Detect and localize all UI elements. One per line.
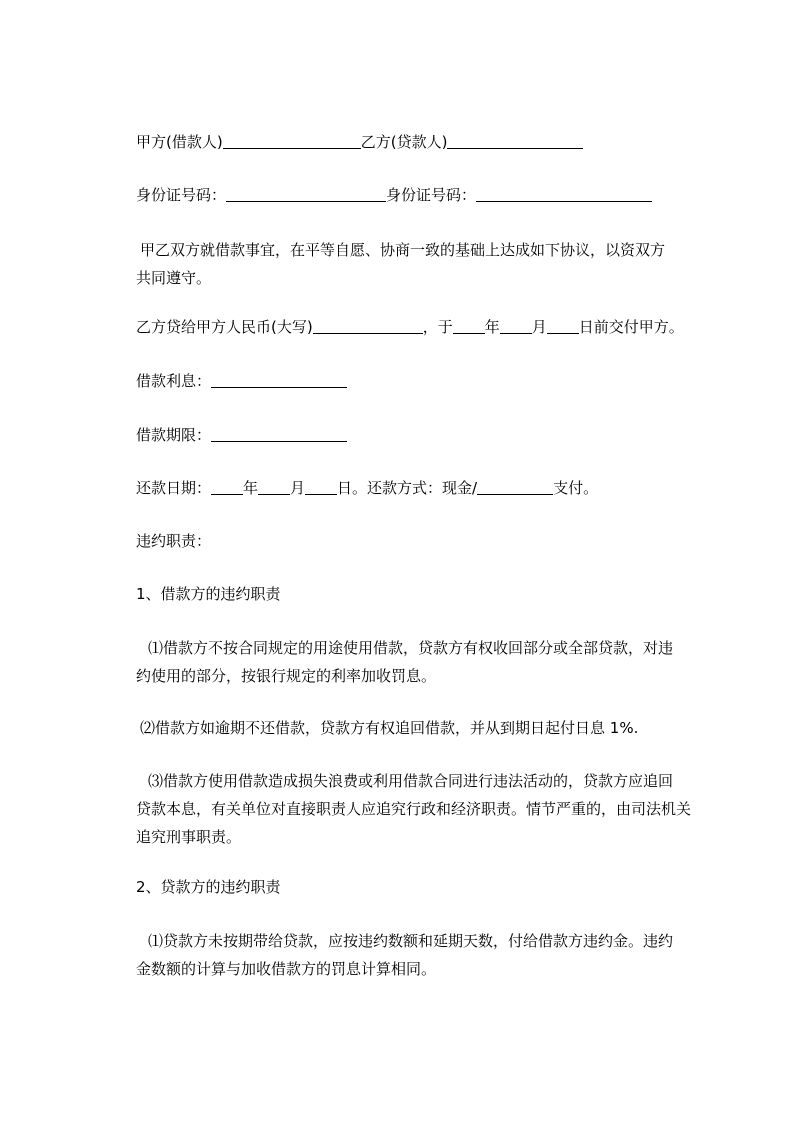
term-label: 借款期限： <box>136 426 212 444</box>
section-1-item-3-line-2: 贷款本息，有关单位对直接职责人应追究行政和经济职责。情节严重的，由司法机关 <box>136 800 692 818</box>
loan-amount-line <box>136 317 684 337</box>
loan-comma-yu: ，于 <box>422 318 453 336</box>
section-2-title-text: 2、贷款方的违约职责 <box>136 878 281 896</box>
section-1-item-1-line-1: ⑴借款方不按合同规定的用途使用借款，贷款方有权收回部分或全部贷款，对违 <box>148 639 674 657</box>
term-blank[interactable] <box>211 426 347 442</box>
party-b-blank[interactable] <box>447 133 583 149</box>
section-1-item-3-line-1: ⑶借款方使用借款造成损失浪费或利用借款合同进行违法活动的，贷款方应追回 <box>148 772 674 790</box>
loan-amount-blank[interactable] <box>313 318 423 334</box>
section-1-item-1-line-2: 约使用的部分，按银行规定的利率加收罚息。 <box>136 667 437 685</box>
section-1-item-3 <box>136 767 728 851</box>
loan-prefix: 乙方贷给甲方人民币(大写) <box>136 318 313 336</box>
interest-blank[interactable] <box>211 372 347 388</box>
party-a-blank[interactable] <box>223 133 361 149</box>
intro-line-2: 共同遵守。 <box>136 269 212 287</box>
intro-line-1: 甲乙双方就借款事宜，在平等自愿、协商一致的基础上达成如下协议，以资双方 <box>140 241 666 259</box>
intro-paragraph <box>136 236 720 292</box>
repayment-method-text: 日。还款方式：现金/ <box>337 479 478 497</box>
section-1-item-1 <box>136 634 728 690</box>
loan-suffix: 日前交付甲方。 <box>578 318 684 336</box>
party-a-label: 甲方(借款人) <box>136 133 223 151</box>
interest-line <box>136 371 347 391</box>
section-1-item-2 <box>140 714 720 742</box>
default-title-text: 违约职责： <box>136 532 212 550</box>
payment-method-blank[interactable] <box>477 479 553 495</box>
repayment-year-blank[interactable] <box>211 479 243 495</box>
default-title <box>136 531 211 551</box>
section-1-item-2-line-1: ⑵借款方如逾期不还借款，贷款方有权追回借款，并从到期日起付日息 1%. <box>140 719 639 737</box>
section-2-item-1-line-1: ⑴贷款方未按期带给贷款，应按违约数额和延期天数，付给借款方违约金。违约 <box>148 932 674 950</box>
loan-year-label: 年 <box>484 318 500 336</box>
repayment-pay-text: 支付。 <box>553 479 599 497</box>
id-number-label-a: 身份证号码： <box>136 186 227 204</box>
loan-month-blank[interactable] <box>500 318 532 334</box>
section-2-title <box>136 877 281 897</box>
section-1-title-text: 1、借款方的违约职责 <box>136 585 281 603</box>
id-number-b-blank[interactable] <box>476 186 652 202</box>
party-b-label: 乙方(贷款人) <box>360 133 448 151</box>
parties-line <box>136 132 583 152</box>
section-2-item-1 <box>136 927 728 983</box>
section-2-item-1-line-2: 金数额的计算与加收借款方的罚息计算相同。 <box>136 960 437 978</box>
repayment-label: 还款日期： <box>136 479 212 497</box>
id-number-label-b: 身份证号码： <box>386 186 477 204</box>
loan-month-label: 月 <box>531 318 547 336</box>
repayment-year-label: 年 <box>243 479 259 497</box>
repayment-line <box>136 478 598 498</box>
loan-day-blank[interactable] <box>547 318 579 334</box>
term-line <box>136 425 347 445</box>
section-1-title <box>136 584 281 604</box>
id-number-line <box>136 185 652 205</box>
repayment-month-label: 月 <box>290 479 306 497</box>
loan-year-blank[interactable] <box>453 318 485 334</box>
interest-label: 借款利息： <box>136 372 212 390</box>
repayment-month-blank[interactable] <box>258 479 290 495</box>
section-1-item-3-line-3: 追究刑事职责。 <box>136 828 242 846</box>
id-number-a-blank[interactable] <box>226 186 386 202</box>
repayment-day-blank[interactable] <box>305 479 337 495</box>
